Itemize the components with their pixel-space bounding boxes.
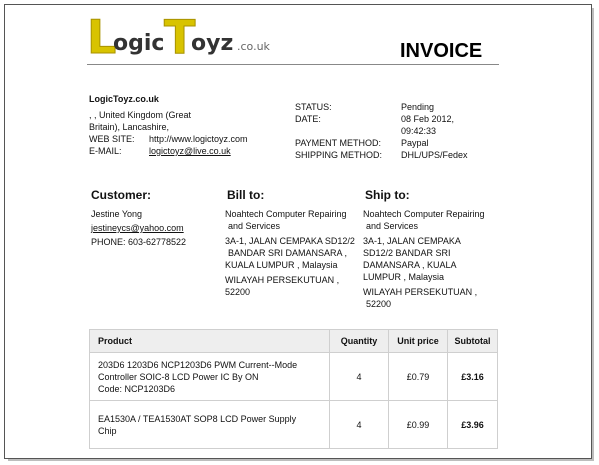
seller-info [89,93,279,157]
email-label: E-MAIL: [89,146,122,156]
payment-value: Paypal [401,138,429,148]
email-link[interactable]: logictoyz@live.co.uk [149,146,231,156]
ship-to-line3: 3A-1, JALAN CEMPAKA [363,236,461,246]
title-divider [87,64,499,65]
column-header-subtotal: Subtotal [448,330,498,353]
product-line1: EA1530A / TEA1530AT SOP8 LCD Power Supply [98,413,297,424]
invoice-title: INVOICE [400,40,483,62]
ship-to-line7: WILAYAH PERSEKUTUAN , [363,287,478,297]
status-value: Pending [401,102,435,112]
bill-to-line1: Noahtech Computer Repairing [225,209,347,219]
customer-details [91,208,221,248]
status-row [295,101,505,113]
product-line2: Chip [98,425,117,436]
bill-to-line2: and Services [228,221,281,231]
customer-heading: Customer: [91,188,152,202]
bill-to-line7: 52200 [225,287,251,297]
logo-letter-t: T [164,10,196,64]
product-cell [90,401,330,449]
table-row [90,353,498,401]
seller-website-row [89,133,279,145]
quantity-cell: 4 [330,401,389,449]
order-items-table [89,329,498,449]
bill-to-line3: 3A-1, JALAN CEMPAKA SD12/2 [225,236,355,246]
subtotal-cell: £3.16 [448,353,498,401]
bill-to-heading: Bill to: [227,188,265,202]
column-header-unit-price: Unit price [389,330,448,353]
customer-email-link[interactable]: jestineycs@yahoo.com [91,223,184,233]
ship-to-line2: and Services [366,221,419,231]
shipping-label: SHIPPING METHOD: [295,150,383,160]
customer-name: Jestine Yong [91,209,143,219]
ship-to-line1: Noahtech Computer Repairing [363,209,485,219]
ship-to-line8: 52200 [366,299,392,309]
shipping-row [295,149,505,161]
bill-to-line4: BANDAR SRI DAMANSARA , [228,248,348,258]
customer-phone: PHONE: 603-62778522 [91,237,187,247]
logo-text-ogic: ogic [113,31,165,56]
logo-text-oyz: oyz [191,31,234,56]
payment-label: PAYMENT METHOD: [295,138,382,148]
ship-to-heading: Ship to: [365,188,410,202]
ship-to-line4: SD12/2 BANDAR SRI [363,248,451,258]
logo-domain: .co.uk [237,40,270,53]
date-value-line1: 08 Feb 2012, [401,114,455,124]
ship-to-line6: LUMPUR , Malaysia [363,272,445,282]
logo-letter-l: L [87,10,117,64]
unit-price-cell: £0.79 [389,353,448,401]
date-label: DATE: [295,114,321,124]
logictoyz-logo [87,10,270,64]
quantity-cell: 4 [330,353,389,401]
seller-address-line2: Britain), Lancashire, [89,122,170,132]
product-code: Code: NCP1203D6 [98,383,176,394]
table-header-row [90,330,498,353]
bill-to-details [225,208,365,298]
unit-price-cell: £0.99 [389,401,448,449]
table-row [90,401,498,449]
product-line2: Controller SOIC-8 LCD Power IC By ON [98,371,259,382]
date-value-line2: 09:42:33 [401,126,437,136]
website-label: WEB SITE: [89,134,135,144]
seller-email-row [89,145,279,157]
website-link[interactable]: http://www.logictoyz.com [149,134,248,144]
payment-row [295,137,505,149]
subtotal-cell: £3.96 [448,401,498,449]
invoice-meta [295,101,505,161]
seller-address-line1: , , United Kingdom (Great [89,110,192,120]
column-header-quantity: Quantity [330,330,389,353]
ship-to-details [363,208,498,310]
bill-to-line5: KUALA LUMPUR , Malaysia [225,260,338,270]
bill-to-line6: WILAYAH PERSEKUTUAN , [225,275,340,285]
date-row [295,113,505,137]
product-line1: 203D6 1203D6 NCP1203D6 PWM Current--Mode [98,359,298,370]
product-cell [90,353,330,401]
seller-name: LogicToyz.co.uk [89,94,159,104]
date-value [401,113,501,137]
shipping-value: DHL/UPS/Fedex [401,150,468,160]
column-header-product: Product [90,330,330,353]
ship-to-line5: DAMANSARA , KUALA [363,260,457,270]
status-label: STATUS: [295,102,332,112]
